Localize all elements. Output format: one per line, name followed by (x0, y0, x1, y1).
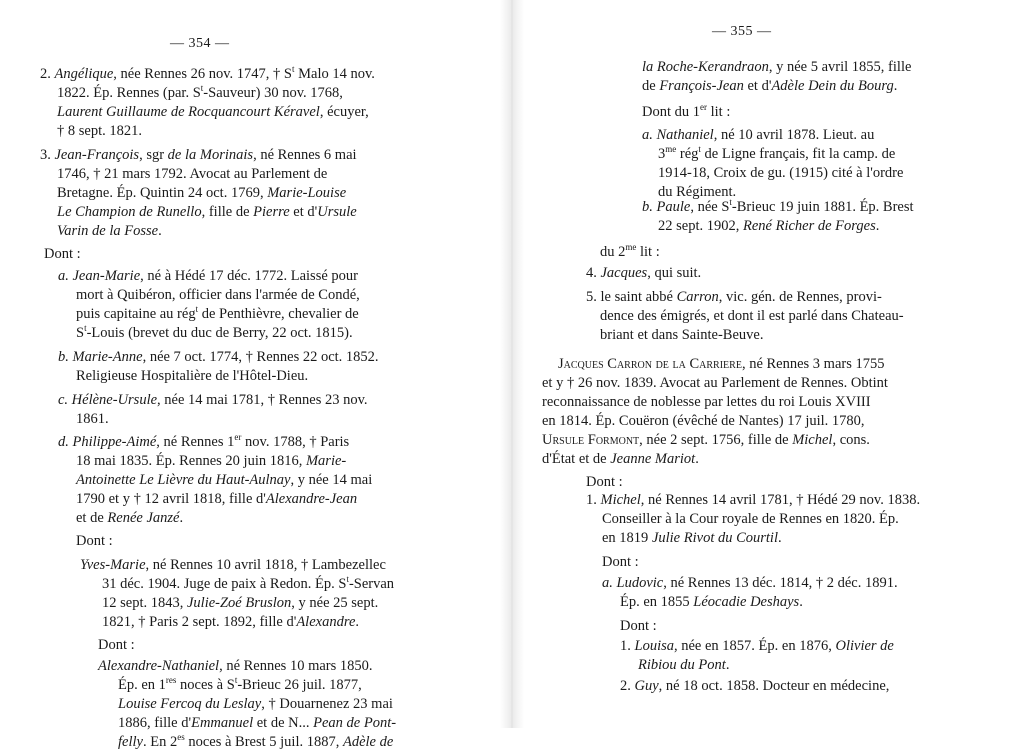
text-line: 22 sept. 1902, René Richer de Forges. (658, 218, 880, 234)
text-line: puis capitaine au rég$^t$ de Penthièvre, chevalier de (76, 304, 359, 322)
text-line: Dont : (620, 618, 657, 634)
text-line: Ép. en 1res noces à $S^t$-Brieuc 26 juil. 1877, (118, 675, 362, 693)
text-line: de François-Jean et d'Adèle Dein du Bourg. (642, 78, 898, 94)
text-line: a. Nathaniel, né 10 avril 1878. Lieut. au (642, 127, 875, 143)
text-line: d'État et de Jeanne Mariot. (542, 451, 699, 467)
text-line: 2. Guy, né 18 oct. 1858. Docteur en médecine, (620, 678, 890, 694)
text-line: a. Jean-Marie, né à Hédé 17 déc. 1772. Laissé pour (58, 268, 358, 284)
text-line: 12 sept. 1843, Julie-Zoé Bruslon, y née 25 sept. (102, 595, 379, 611)
text-line: Ursule Formont, née 2 sept. 1756, fille de Michel, cons. (542, 432, 870, 448)
text-line: Dont : (602, 554, 639, 570)
text-line: a. Ludovic, né Rennes 13 déc. 1814, † 2 déc. 1891. (602, 575, 898, 591)
text-line: 1822. Ép. Rennes (par. $S^t-Sauveur$) 30 nov. 1768, (57, 83, 343, 101)
text-line: Ribiou du Pont. (638, 657, 730, 673)
text-line: 31 déc. 1904. Juge de paix à Redon. Ép. $S^t$-Servan (102, 574, 395, 592)
text-line: du $2^{me}$ lit : (600, 242, 660, 260)
text-line: 2. Angélique, née Rennes 26 nov. 1747, † $S^t$ Malo 14 nov. (40, 64, 375, 82)
text-line: Varin de la Fosse. (57, 223, 162, 239)
text-line: Dont : (98, 637, 135, 653)
text-line: mort à Quibéron, officier dans l'armée de Condé, (76, 287, 360, 303)
text-line: Jacques Carron de la Carriere, né Rennes 3 mars 1755 (558, 356, 885, 372)
text-line: b. Paule, née $S^t$-Brieuc 19 juin 1881. Ép. Brest (642, 197, 914, 215)
text-line: Dont : (76, 533, 113, 549)
text-line: 1886, fille d'Emmanuel et de N... Pean de Pont- (118, 715, 397, 731)
text-line: $S^t$-Louis (brevet du duc de Berry, 22 oct. 1815). (76, 323, 353, 341)
text-line: la Roche-Kerandraon, y née 5 avril 1855, fille (642, 59, 912, 75)
text-line: en 1819 Julie Rivot du Courtil. (602, 530, 782, 546)
text-line: 1. Michel, né Rennes 14 avril 1781, † Hédé 29 nov. 1838. (586, 492, 921, 508)
text-line: Alexandre-Nathaniel, né Rennes 10 mars 1850. (98, 658, 373, 674)
text-line: Antoinette Le Lièvre du Haut-Aulnay, y née 14 mai (76, 472, 373, 488)
text-line: Yves-Marie, né Rennes 10 avril 1818, † Lambezellec (80, 557, 386, 573)
right-page (512, 0, 1012, 728)
text-line: briant et dans Sainte-Beuve. (600, 327, 764, 343)
text-line: Dont : (44, 246, 81, 262)
text-line: Ép. en 1855 Léocadie Deshays. (620, 594, 803, 610)
text-line: 18 mai 1835. Ép. Rennes 20 juin 1816, Marie- (76, 453, 347, 469)
text-line: Conseiller à la Cour royale de Rennes en 1820. Ép. (602, 511, 899, 527)
text-line: 5. le saint abbé Carron, vic. gén. de Rennes, provi- (586, 289, 882, 305)
text-line: 1914-18, Croix de gu. (1915) cité à l'ordre (658, 165, 904, 181)
text-line: b. Marie-Anne, née 7 oct. 1774, † Rennes 22 oct. 1852. (58, 349, 379, 365)
text-line: 1790 et y † 12 avril 1818, fille d'Alexandre-Jean (76, 491, 358, 507)
text-line: Dont du 1er lit : (642, 102, 731, 120)
text-line: felly. En $2^{es}$ noces à Brest 5 juil. 1887, Adèle de (118, 732, 394, 750)
text-line: $3^{me}$ rég$^t$ de Ligne français, fit la camp. de (658, 144, 896, 162)
text-line: d. Philippe-Aimé, né Rennes 1er nov. 1788, † Paris (58, 432, 350, 450)
text-line: dence des émigrés, et dont il est parlé dans Chateau- (600, 308, 904, 324)
text-line: du Régiment. (658, 184, 737, 200)
text-line: 1821, † Paris 2 sept. 1892, fille d'Alexandre. (102, 614, 360, 630)
text-line: † 8 sept. 1821. (57, 123, 142, 139)
text-line: c. Hélène-Ursule, née 14 mai 1781, † Rennes 23 nov. (58, 392, 368, 408)
text-line: Religieuse Hospitalière de l'Hôtel-Dieu. (76, 368, 309, 384)
text-line: et y † 26 nov. 1839. Avocat au Parlement de Rennes. Obtint (542, 375, 888, 391)
text-line: 1746, † 21 mars 1792. Avocat au Parlement de (57, 166, 328, 182)
text-line: Louise Fercoq du Leslay, † Douarnenez 23 mai (118, 696, 393, 712)
text-line: Dont : (586, 474, 623, 490)
text-line: Le Champion de Runello, fille de Pierre et d'Ursule (57, 204, 357, 220)
left-page (0, 0, 500, 750)
text-line: 4. Jacques, qui suit. (586, 265, 702, 281)
text-line: reconnaissance de noblesse par lettes du roi Louis XVIII (542, 394, 871, 410)
text-line: 1. Louisa, née en 1857. Ép. en 1876, Olivier de (620, 638, 894, 654)
text-line: 3. Jean-François, sgr de la Morinais, né Rennes 6 mai (40, 147, 357, 163)
page-number: — 355 — (712, 24, 772, 39)
text-line: en 1814. Ép. Couëron (évêché de Nantes) 17 juil. 1780, (542, 413, 865, 429)
page-number: — 354 — (170, 36, 230, 51)
text-line: 1861. (76, 411, 109, 427)
text-line: et de Renée Janzé. (76, 510, 184, 526)
text-line: Bretagne. Ép. Quintin 24 oct. 1769, Marie-Louise (57, 185, 347, 201)
text-line: Laurent Guillaume de Rocquancourt Kéravel, écuyer, (57, 104, 369, 120)
